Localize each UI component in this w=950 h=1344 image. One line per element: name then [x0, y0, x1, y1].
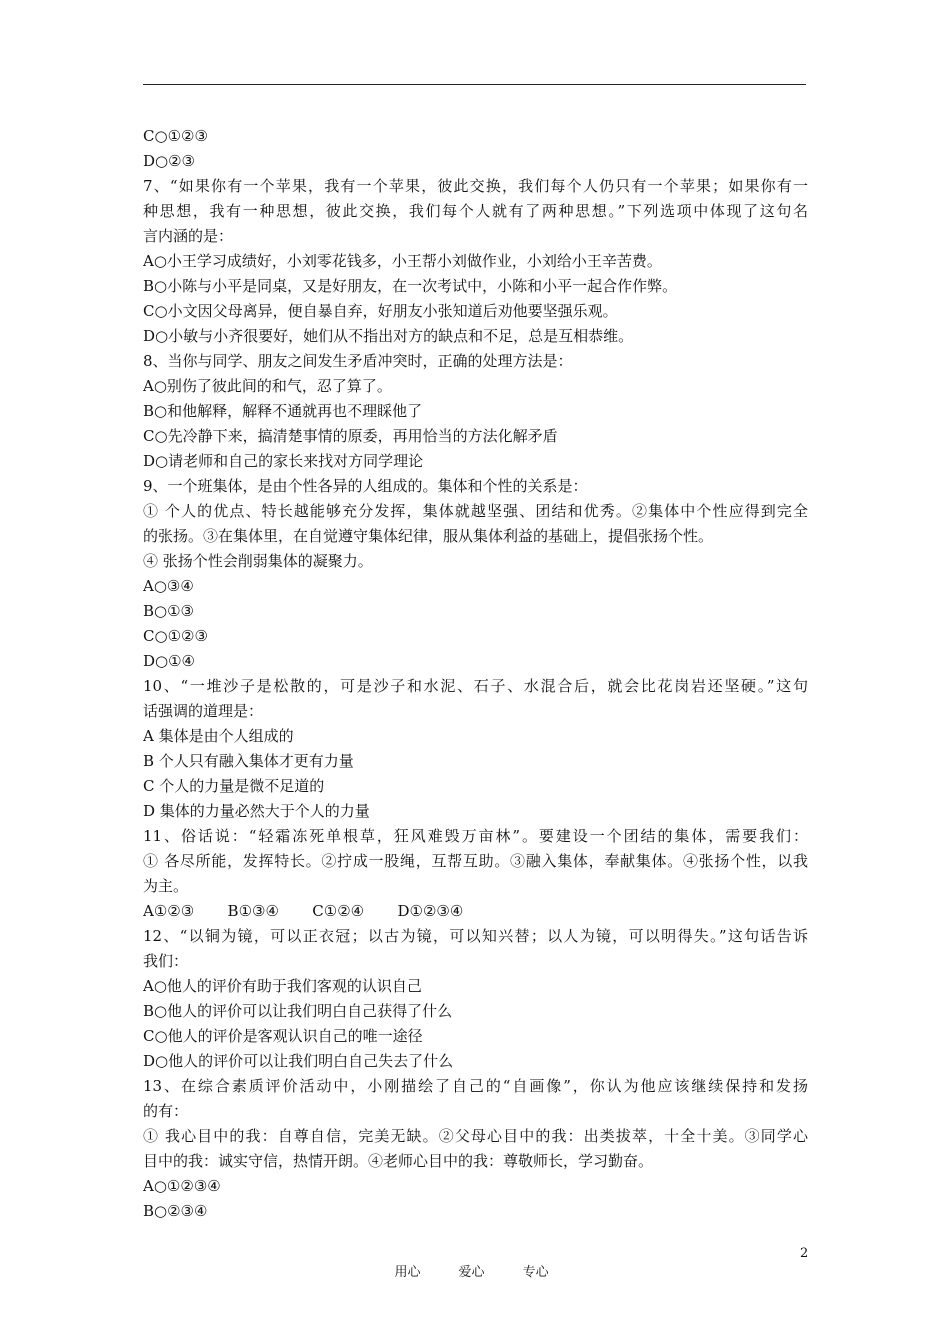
text-line: B○小陈与小平是同桌，又是好朋友，在一次考试中，小陈和小平一起合作作弊。: [143, 277, 678, 295]
text-line: 9、一个班集体，是由个性各异的人组成的。集体和个性的关系是：: [143, 477, 588, 495]
text-line: 10、“一堆沙子是松散的，可是沙子和水泥、石子、水混合后，就会比花岗岩还坚硬。”这句: [143, 677, 808, 695]
text-line: 11、俗话说：“轻霜冻死单根草，狂风难毁万亩林”。要建设一个团结的集体，需要我们：: [143, 827, 808, 845]
text-line: C○①②③: [143, 127, 208, 145]
text-line: B○②③④: [143, 1202, 208, 1220]
footer-motto: 专心: [522, 1265, 549, 1280]
text-line: D 集体的力量必然大于个人的力量: [143, 802, 370, 820]
text-line: D○他人的评价可以让我们明白自己失去了什么: [143, 1052, 454, 1070]
text-line: 话强调的道理是：: [143, 702, 264, 720]
text-line: 言内涵的是：: [143, 227, 234, 245]
text-line: 8、当你与同学、朋友之间发生矛盾冲突时，正确的处理方法是：: [143, 352, 573, 370]
text-line: ① 各尽所能，发挥特长。②拧成一股绳，互帮互助。③融入集体，奉献集体。④张扬个性，以我: [143, 852, 808, 870]
text-line: B○①③: [143, 602, 195, 620]
text-line: A○③④: [143, 577, 194, 595]
footer-motto: 爱心: [458, 1265, 485, 1280]
text-line: ① 个人的优点、特长越能够充分发挥，集体就越坚强、团结和优秀。②集体中个性应得到完全: [143, 502, 808, 520]
text-line: 13、在综合素质评价活动中，小刚描绘了自己的“自画像”，你认为他应该继续保持和发扬: [143, 1077, 808, 1095]
text-line: 的张扬。③在集体里，在自觉遵守集体纪律，服从集体利益的基础上，提倡张扬个性。: [143, 527, 714, 545]
text-line: C○先冷静下来，搞清楚事情的原委，再用恰当的方法化解矛盾: [143, 427, 558, 445]
footer-mottos: [378, 1246, 549, 1295]
page-number: 2: [800, 1246, 809, 1261]
text-line: C○小文因父母离异，便自暴自弃，好朋友小张知道后劝他要坚强乐观。: [143, 302, 618, 320]
text-line: A○别伤了彼此间的和气，忍了算了。: [143, 377, 392, 395]
text-line: C 个人的力量是微不足道的: [143, 777, 325, 795]
text-line: A○他人的评价有助于我们客观的认识自己: [143, 977, 422, 995]
document-body: [143, 124, 808, 1224]
header-rule: [143, 84, 806, 85]
text-line: D○②③: [143, 152, 196, 170]
text-line: C○他人的评价是客观认识自己的唯一途径: [143, 1027, 423, 1045]
text-line: A○①②③④: [143, 1177, 221, 1195]
text-line: A①②③ B①③④ C①②④ D①②③④: [143, 902, 464, 920]
text-line: 我们：: [143, 952, 189, 970]
text-line: ① 我心目中的我：自尊自信，完美无缺。②父母心目中的我：出类拔萃，十全十美。③同学心: [143, 1127, 808, 1145]
text-line: 为主。: [143, 877, 189, 895]
text-line: 12、“以铜为镜，可以正衣冠；以古为镜，可以知兴替；以人为镜，可以明得失。”这句话告诉: [143, 927, 808, 945]
text-line: A 集体是由个人组成的: [143, 727, 294, 745]
text-line: B○和他解释，解释不通就再也不理睬他了: [143, 402, 423, 420]
text-line: A○小王学习成绩好，小刘零花钱多，小王帮小刘做作业，小刘给小王辛苦费。: [143, 252, 662, 270]
text-line: 种思想，我有一种思想，彼此交换，我们每个人就有了两种思想。”下列选项中体现了这句名: [143, 202, 808, 220]
text-line: B○他人的评价可以让我们明白自己获得了什么: [143, 1002, 453, 1020]
text-line: C○①②③: [143, 627, 208, 645]
text-line: ④ 张扬个性会削弱集体的凝聚力。: [143, 552, 373, 570]
text-line: D○①④: [143, 652, 196, 670]
text-line: 7、“如果你有一个苹果，我有一个苹果，彼此交换，我们每个人仍只有一个苹果；如果你有一: [143, 177, 808, 195]
text-line: D○小敏与小齐很要好，她们从不指出对方的缺点和不足，总是互相恭维。: [143, 327, 634, 345]
footer-motto: 用心: [394, 1265, 421, 1280]
text-line: 目中的我：诚实守信，热情开朗。④老师心目中的我：尊敬师长，学习勤奋。: [143, 1152, 654, 1170]
page-footer: [0, 1246, 950, 1280]
text-line: D○请老师和自己的家长来找对方同学理论: [143, 452, 424, 470]
text-line: B 个人只有融入集体才更有力量: [143, 752, 354, 770]
text-line: 的有：: [143, 1102, 189, 1120]
